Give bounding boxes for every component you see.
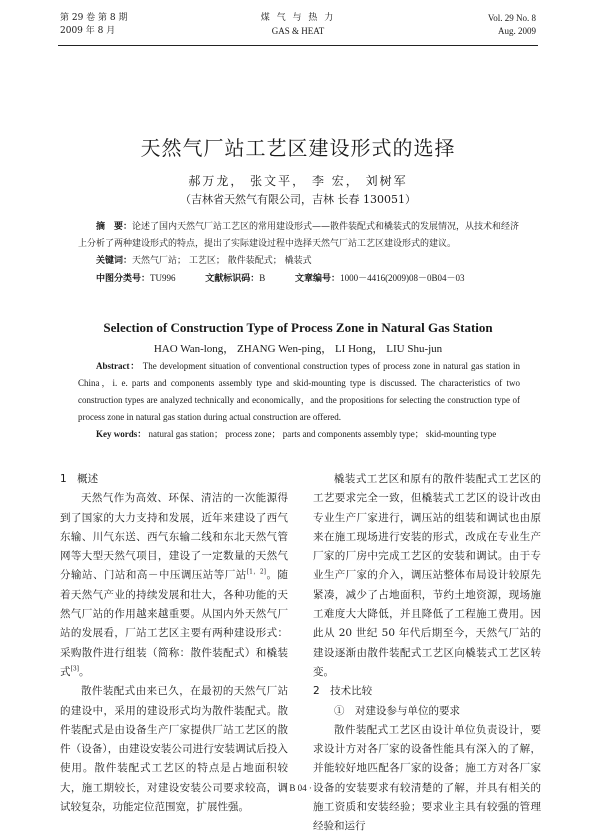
paper-title-en: Selection of Construction Type of Process Zone in Natural Gas Station [103,320,493,335]
abstract-en-block [78,358,520,443]
affiliation-cn: （吉林省天然气有限公司，吉林 长春 130051） [180,193,416,206]
citation-3: [3] [70,665,79,673]
section-1-paragraph-1: 天然气作为高效、环保、清洁的一次能源得到了国家的大力支持和发展，近年来建设了西气东输、川气东送、西气东输二线和东北天然气管网等大型天然气项目，建设了一定数量的天然气分输站、门站和高－中压调压站等厂站[1，2]。随着天然气产业的持续发展和壮大，各种功能的天然气厂站的作用越来越重要。从国内外天然气厂站的发展看，厂站工艺区主要有两种建设形式：采购散件进行组装（简称：散件装配式）和橇装式[3]。 [60,492,288,678]
section-1-heading: 1 概述 [60,473,99,485]
abstract-en [78,358,520,426]
keywords-cn-label: 关键词： [96,256,133,266]
keywords-cn [78,253,520,270]
abstract-en-text: The development situation of conventional construction types of process zone in natural gas station in China，i. e. parts and components assembly type and skid-mounting type is discussed. The characteristics of two construction types are analyzed technically and economically，and the propositions for selecting the construction type of process zone in natural gas station during actual construction are offered. [78,361,520,422]
clc-number: TU996 [150,273,176,283]
section-1-paragraph-3: 橇装式工艺区和原有的散件装配式工艺区的工艺要求完全一致，但橇装式工艺区的设计改由专业生产厂家进行，调压站的组装和调试也由原来在施工现场进行安装的形式，改成在专业生产厂家的厂房中完成工艺区的安装和调试。由于专业生产厂家的介入，调压站整体布局设计较原先紧凑，减少了占地面积，节约土地资源，现场施工难度大大降低，并且降低了工程施工费用。因此从 20 世纪 50 年代后期至今，天然气厂站的建设逐渐由散件装配式工艺区向橇装式工艺区转变。 [313,473,541,678]
page-number: · B 04 · [284,783,312,793]
journal-name-en: GAS & HEAT [271,26,325,36]
keywords-cn-text: 天然气厂站； 工艺区； 散件装配式； 橇装式 [132,256,312,266]
clc-label: 中图分类号： [96,274,151,284]
abstract-cn [78,219,520,253]
article-id-label: 文章编号： [295,274,341,284]
paper-title-cn: 天然气厂站工艺区建设形式的选择 [140,136,456,160]
body-column-left [60,470,288,817]
issue-date: 2009 年 8 月 [60,26,116,36]
doc-code-label: 文献标识码： [205,274,260,284]
body-column-right [313,470,541,837]
header-rule [58,45,538,46]
abstract-cn-block [78,219,520,288]
section-1-paragraph-2: 散件装配式由来已久，在最初的天然气厂站的建设中，采用的建设形式均为散件装配式。散件装配式是由设备生产厂家提供厂站工艺区的散件（设备），由建设安装公司进行安装调试后投入使用。散件装配式工艺区的特点是占地面积较大，施工期较长，对建设安装公司要求较高，调试较复杂，功能定位范围宽，扩展性强。 [60,685,288,814]
citation-1-2: [1，2] [246,568,267,576]
abstract-en-label: Abstract： [96,361,140,371]
doc-code: B [259,273,266,283]
authors-en: HAO Wan-long， ZHANG Wen-ping， LI Hong， LIU Shu-jun [153,343,443,355]
journal-name-cn: 煤 气 与 热 力 [260,13,336,23]
journal-volume-info-en [488,12,536,38]
abstract-cn-text: 论述了国内天然气厂站工艺区的常用建设形式——散件装配式和橇装式的发展情况，从技术和经济上分析了两种建设形式的特点，提出了实际建设过程中选择天然气厂站工艺区建设形式的建议。 [78,222,520,249]
classification-line [78,270,520,288]
volume-issue: 第 29 卷 第 8 期 [60,13,128,23]
authors-cn: 郝万龙， 张文平， 李 宏， 刘树军 [188,174,408,188]
volume-issue-en: Vol. 29 No. 8 [487,13,536,23]
abstract-cn-label: 摘 要： [96,222,133,232]
section-2-heading: 2 技术比较 [313,685,373,698]
section-2-paragraph-1: 散件装配式工艺区由设计单位负责设计，要求设计方对各厂家的设备性能具有深入的了解，并能较好地匹配各厂家的设备；施工方对各厂家设备的安装要求有较清楚的了解，并具有相关的施工资质和安装经验；要求业主具有较强的管理经验和运行 [313,723,541,833]
article-id: 1000－4416(2009)08－0B04－03 [340,273,465,283]
section-2-subheading-1: ① 对建设参与单位的要求 [334,704,460,717]
keywords-en [78,426,520,443]
keywords-en-label: Key words： [96,429,147,439]
issue-date-en: Aug. 2009 [498,26,536,36]
keywords-en-text: natural gas station； process zone； parts and components assembly type； skid-mounting type [148,429,497,439]
